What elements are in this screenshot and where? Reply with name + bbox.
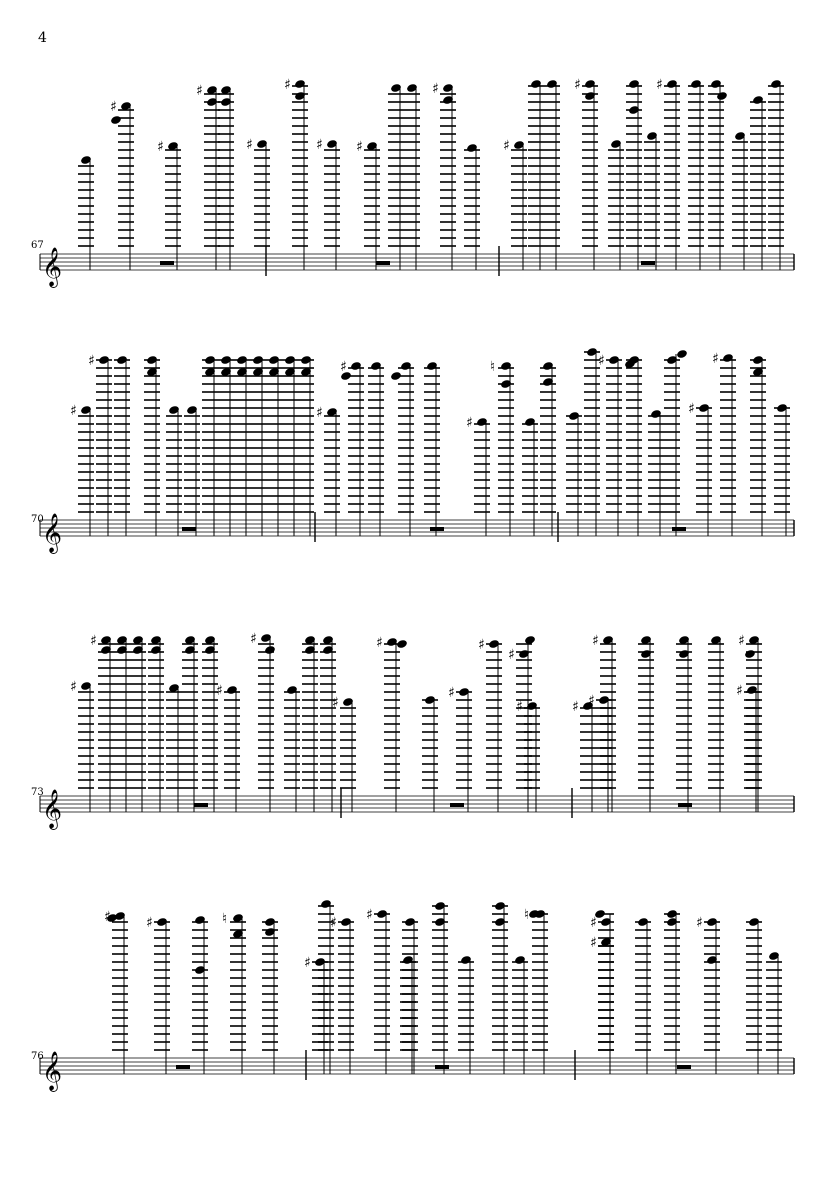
note-head <box>110 115 122 125</box>
note-head <box>390 371 402 381</box>
measure-number-system-1: 67 <box>31 240 44 251</box>
sharp-icon: ♯ <box>196 83 203 99</box>
sharp-icon: ♯ <box>508 647 515 663</box>
sharp-icon: ♯ <box>503 138 510 154</box>
sharp-icon: ♯ <box>366 907 373 923</box>
treble-clef-icon: 𝄞 <box>42 789 63 829</box>
sharp-icon: ♯ <box>316 405 323 421</box>
sharp-icon: ♯ <box>574 77 581 93</box>
sharp-icon: ♯ <box>516 699 523 715</box>
treble-clef-icon: 𝄞 <box>42 513 63 553</box>
sharp-icon: ♯ <box>656 77 663 93</box>
half-rest <box>430 527 444 531</box>
sharp-icon: ♯ <box>70 679 77 695</box>
sharp-icon: ♯ <box>376 635 383 651</box>
sharp-icon: ♯ <box>696 915 703 931</box>
sharp-icon: ♯ <box>448 685 455 701</box>
sharp-icon: ♯ <box>332 695 339 711</box>
sharp-icon: ♯ <box>246 137 253 153</box>
half-rest <box>435 1065 449 1069</box>
sharp-icon: ♯ <box>104 909 111 925</box>
sharp-icon: ♯ <box>592 633 599 649</box>
sharp-icon: ♯ <box>157 139 164 155</box>
treble-clef-icon: 𝄞 <box>42 1051 63 1091</box>
sharp-icon: ♯ <box>316 137 323 153</box>
half-rest <box>450 803 464 807</box>
sharp-icon: ♯ <box>598 353 605 369</box>
natural-icon: ♮ <box>524 907 530 923</box>
sharp-icon: ♯ <box>590 915 597 931</box>
treble-clef-icon: 𝄞 <box>42 247 63 287</box>
sharp-icon: ♯ <box>304 955 311 971</box>
sharp-icon: ♯ <box>88 353 95 369</box>
measure-number-system-3: 73 <box>31 787 44 798</box>
note-head <box>676 349 688 359</box>
measure-number-system-4: 76 <box>31 1051 44 1062</box>
sharp-icon: ♯ <box>590 935 597 951</box>
sharp-icon: ♯ <box>588 693 595 709</box>
half-rest <box>672 527 686 531</box>
sharp-icon: ♯ <box>146 915 153 931</box>
note-head <box>264 645 276 655</box>
half-rest <box>160 261 174 265</box>
sharp-icon: ♯ <box>356 139 363 155</box>
note-head <box>716 91 728 101</box>
half-rest <box>678 803 692 807</box>
half-rest <box>194 803 208 807</box>
sharp-icon: ♯ <box>466 415 473 431</box>
half-rest <box>182 527 196 531</box>
half-rest <box>376 261 390 265</box>
natural-icon: ♮ <box>490 359 496 375</box>
sharp-icon: ♯ <box>250 631 257 647</box>
page-number: 4 <box>38 30 47 46</box>
sharp-icon: ♯ <box>90 633 97 649</box>
sharp-icon: ♯ <box>330 915 337 931</box>
half-rest <box>677 1065 691 1069</box>
sharp-icon: ♯ <box>216 683 223 699</box>
sharp-icon: ♯ <box>572 699 579 715</box>
half-rest <box>176 1065 190 1069</box>
sharp-icon: ♯ <box>478 637 485 653</box>
measure-number-system-2: 70 <box>31 514 44 525</box>
sharp-icon: ♯ <box>738 633 745 649</box>
sharp-icon: ♯ <box>712 351 719 367</box>
sharp-icon: ♯ <box>70 403 77 419</box>
natural-icon: ♮ <box>222 911 228 927</box>
sharp-icon: ♯ <box>284 77 291 93</box>
sharp-icon: ♯ <box>340 359 347 375</box>
sharp-icon: ♯ <box>688 401 695 417</box>
half-rest <box>641 261 655 265</box>
sharp-icon: ♯ <box>110 99 117 115</box>
note-head <box>744 649 756 659</box>
note-head <box>396 639 408 649</box>
sharp-icon: ♯ <box>432 81 439 97</box>
sharp-icon: ♯ <box>736 683 743 699</box>
